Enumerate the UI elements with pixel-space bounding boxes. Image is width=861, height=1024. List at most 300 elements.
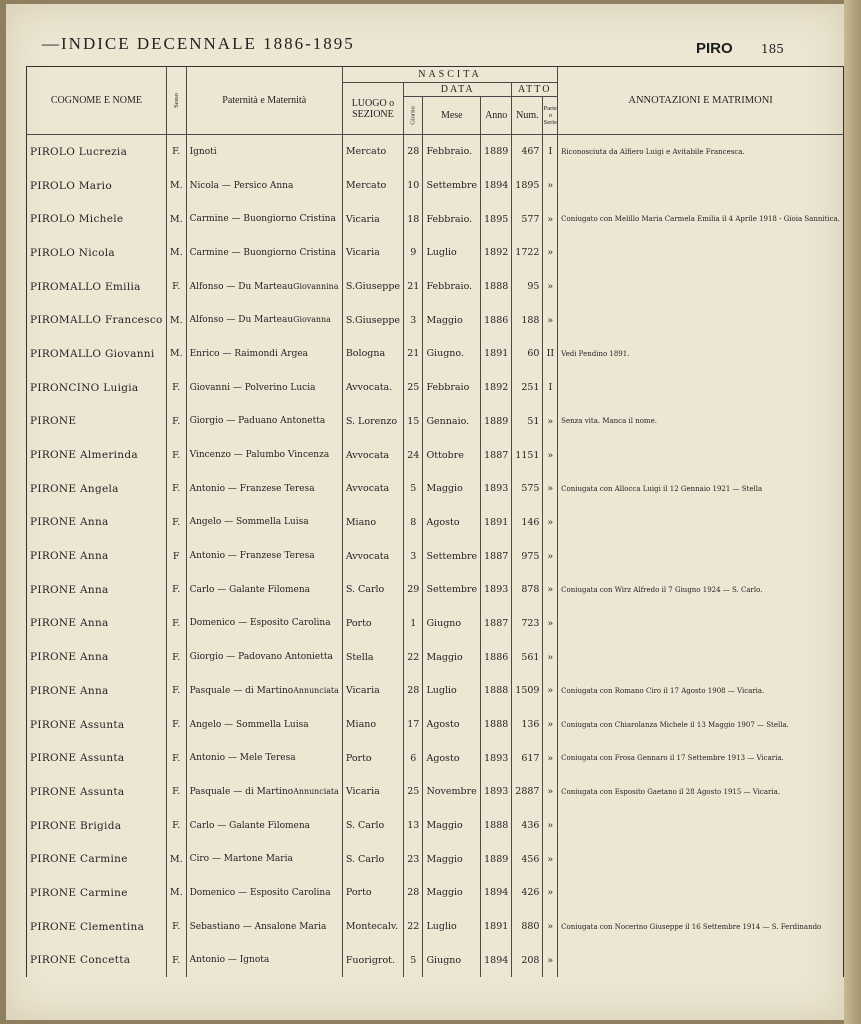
table-row — [27, 741, 844, 775]
cell-anno — [481, 842, 512, 876]
cell-luogo-text: Vicaria — [345, 786, 380, 798]
cell-giorno-text: 3 — [410, 550, 417, 562]
cell-serie — [543, 405, 558, 439]
cell-serie — [543, 135, 558, 169]
cell-mese — [423, 270, 481, 304]
cell-mese-text: Febbraio. — [426, 281, 473, 293]
cell-num-text: 146 — [521, 516, 540, 528]
table-row — [27, 202, 844, 236]
cell-mese-text: Luglio — [426, 685, 457, 697]
cell-num-text: 723 — [521, 617, 540, 629]
cell-annotazioni — [558, 944, 844, 978]
cell-num-text: 467 — [521, 146, 540, 158]
table-row — [27, 270, 844, 304]
cell-anno-text: 1893 — [484, 584, 509, 596]
data-header: DATA — [404, 83, 512, 97]
cell-serie-text: » — [547, 550, 554, 562]
cell-anno-text: 1895 — [484, 213, 509, 225]
cell-annotazioni — [558, 607, 844, 641]
cell-mese-text: Maggio — [426, 651, 463, 663]
cell-nome-text: PIRONE Anna — [30, 651, 109, 664]
cell-annotazioni-text: Coniugata con Frosa Gennaro il 17 Settembre 1913 — Vicaria. — [561, 754, 784, 763]
cell-sesso-text: F. — [172, 382, 181, 394]
paternita-line: Antonio — Franzese Teresa — [189, 551, 315, 562]
cell-anno — [481, 506, 512, 540]
cell-serie — [543, 169, 558, 203]
cell-giorno — [404, 842, 423, 876]
cell-anno — [481, 202, 512, 236]
cell-giorno — [404, 270, 423, 304]
cell-nome — [27, 236, 167, 270]
cell-luogo — [342, 708, 403, 742]
cell-sesso-text: M. — [169, 247, 183, 259]
cell-luogo-text: Porto — [345, 617, 372, 629]
cell-mese — [423, 708, 481, 742]
nascita-header: NASCITA — [342, 67, 557, 83]
cell-giorno-text: 22 — [407, 921, 420, 933]
cell-mese — [423, 371, 481, 405]
cell-annotazioni — [558, 337, 844, 371]
cell-luogo — [342, 944, 403, 978]
cell-nome-text: PIRONE Concetta — [30, 954, 131, 967]
register-page — [6, 4, 848, 1020]
cell-serie — [543, 640, 558, 674]
cell-serie — [543, 607, 558, 641]
cell-paternita — [186, 405, 342, 439]
cell-nome-text: PIRONE Anna — [30, 684, 109, 697]
cell-luogo-text: S. Carlo — [345, 853, 385, 865]
maternita-continuation: Giovanna — [293, 315, 331, 325]
cell-num — [512, 202, 543, 236]
cell-nome-text: PIRONE — [30, 415, 77, 428]
cell-anno-text: 1886 — [484, 314, 509, 326]
cell-nome — [27, 910, 167, 944]
table-row — [27, 842, 844, 876]
cell-paternita — [186, 371, 342, 405]
cell-nome — [27, 270, 167, 304]
cell-giorno — [404, 169, 423, 203]
cell-serie-text: » — [547, 685, 554, 697]
cell-num-text: 2887 — [515, 786, 540, 798]
paternita-line: Pasquale — di Martino — [189, 786, 294, 797]
cell-mese-text: Agosto — [426, 516, 460, 528]
cell-mese — [423, 842, 481, 876]
cell-annotazioni — [558, 405, 844, 439]
cell-anno-text: 1889 — [484, 853, 509, 865]
cell-num — [512, 842, 543, 876]
table-row — [27, 169, 844, 203]
col-cognome-header: COGNOME E NOME — [27, 67, 167, 135]
cell-luogo-text: Avvocata — [345, 449, 390, 461]
cell-luogo-text: Vicaria — [345, 213, 380, 225]
cell-annotazioni — [558, 640, 844, 674]
cell-mese-text: Luglio — [426, 247, 457, 259]
cell-mese — [423, 775, 481, 809]
cell-sesso-text: F. — [172, 786, 181, 798]
cell-luogo-text: Avvocata — [345, 483, 390, 495]
cell-serie-text: » — [547, 281, 554, 293]
cell-anno-text: 1894 — [484, 954, 509, 966]
table-row — [27, 944, 844, 978]
cell-mese-text: Giugno — [426, 617, 462, 629]
table-row — [27, 809, 844, 843]
cell-sesso-text: F. — [172, 651, 181, 663]
cell-sesso — [166, 842, 186, 876]
cell-anno-text: 1889 — [484, 415, 509, 427]
cell-luogo-text: Montecalv. — [345, 921, 399, 933]
cell-anno-text: 1894 — [484, 180, 509, 192]
cell-anno-text: 1886 — [484, 651, 509, 663]
cell-anno-text: 1888 — [484, 820, 509, 832]
cell-num-text: 878 — [521, 584, 540, 596]
cell-annotazioni-text: Coniugata con Allocca Luigi il 12 Gennaio 1921 — Stella — [561, 484, 763, 493]
paternita-line: Giorgio — Padovano Antonietta — [189, 652, 333, 663]
cell-serie — [543, 573, 558, 607]
cell-serie-text: I — [548, 382, 553, 394]
cell-mese — [423, 809, 481, 843]
cell-sesso — [166, 944, 186, 978]
cell-giorno-text: 28 — [407, 887, 420, 899]
cell-luogo — [342, 135, 403, 169]
cell-sesso — [166, 775, 186, 809]
cell-serie — [543, 708, 558, 742]
table-row — [27, 236, 844, 270]
cell-luogo-text: Miano — [345, 516, 377, 528]
cell-giorno — [404, 741, 423, 775]
cell-nome — [27, 876, 167, 910]
cell-serie — [543, 539, 558, 573]
cell-serie — [543, 775, 558, 809]
cell-luogo-text: Stella — [345, 651, 374, 663]
cell-mese — [423, 337, 481, 371]
cell-giorno — [404, 539, 423, 573]
cell-num-text: 188 — [521, 314, 540, 326]
col-paternita-header: Paternità e Maternità — [186, 67, 342, 135]
cell-anno — [481, 270, 512, 304]
paternita-line: Sebastiano — Ansalone Maria — [189, 921, 327, 932]
cell-annotazioni — [558, 202, 844, 236]
cell-anno — [481, 135, 512, 169]
cell-mese — [423, 573, 481, 607]
cell-luogo — [342, 741, 403, 775]
cell-luogo-text: Avvocata. — [345, 382, 393, 394]
cell-nome-text: PIRONE Carmine — [30, 886, 128, 899]
cell-num-text: 51 — [527, 415, 540, 427]
giorno-label: Giorno — [409, 106, 417, 125]
cell-nome — [27, 371, 167, 405]
cell-annotazioni — [558, 741, 844, 775]
cell-anno — [481, 674, 512, 708]
cell-nome — [27, 405, 167, 439]
cell-mese-text: Novembre — [426, 786, 477, 798]
cell-nome-text: PIROLO Nicola — [30, 246, 115, 259]
cell-nome — [27, 674, 167, 708]
cell-mese-text: Maggio — [426, 853, 463, 865]
cell-sesso-text: F. — [172, 719, 181, 731]
cell-serie — [543, 303, 558, 337]
cell-sesso-text: F. — [172, 752, 181, 764]
cell-nome — [27, 337, 167, 371]
paternita-line: Antonio — Ignota — [189, 955, 270, 966]
cell-sesso-text: M. — [169, 314, 183, 326]
cell-num — [512, 438, 543, 472]
paternita-line: Angelo — Sommella Luisa — [189, 517, 309, 528]
cell-serie-text: » — [547, 584, 554, 596]
cell-serie-text: » — [547, 786, 554, 798]
cell-serie-text: » — [547, 247, 554, 259]
cell-luogo-text: Bologna — [345, 348, 386, 360]
cell-num-text: 575 — [521, 483, 540, 495]
table-row — [27, 607, 844, 641]
cell-nome-text: PIROLO Lucrezia — [30, 145, 128, 158]
cell-luogo — [342, 337, 403, 371]
cell-anno-text: 1891 — [484, 348, 509, 360]
cell-nome-text: PIRONE Assunta — [30, 785, 125, 798]
cell-giorno — [404, 405, 423, 439]
cell-luogo — [342, 472, 403, 506]
cell-num-text: 251 — [521, 382, 540, 394]
table-row — [27, 573, 844, 607]
cell-luogo-text: S. Lorenzo — [345, 415, 398, 427]
cell-sesso — [166, 876, 186, 910]
cell-nome-text: PIRONE Carmine — [30, 853, 128, 866]
cell-serie — [543, 910, 558, 944]
col-num-header: Num. — [512, 97, 543, 135]
table-row — [27, 640, 844, 674]
cell-serie-text: » — [547, 853, 554, 865]
cell-anno — [481, 169, 512, 203]
cell-annotazioni-text: Riconosciuta da Alfiero Luigi e Avitabile Francesca. — [561, 147, 745, 156]
cell-annotazioni — [558, 910, 844, 944]
cell-nome-text: PIRONCINO Luigia — [30, 381, 139, 394]
cell-serie — [543, 944, 558, 978]
cell-anno — [481, 573, 512, 607]
cell-mese-text: Gennaio. — [426, 415, 470, 427]
cell-paternita — [186, 674, 342, 708]
cell-nome — [27, 506, 167, 540]
paternita-line: Carmine — Buongiorno Cristina — [189, 214, 336, 225]
cell-anno — [481, 472, 512, 506]
cell-mese-text: Maggio — [426, 483, 463, 495]
cell-giorno-text: 5 — [410, 483, 417, 495]
cell-sesso-text: F. — [172, 146, 181, 158]
cell-mese — [423, 405, 481, 439]
page-number: 185 — [761, 42, 784, 56]
cell-nome — [27, 944, 167, 978]
cell-luogo-text: Fuorigrot. — [345, 954, 396, 966]
page-edge — [844, 0, 861, 1024]
cell-giorno-text: 25 — [407, 786, 420, 798]
cell-luogo — [342, 202, 403, 236]
paternita-line: Giorgio — Paduano Antonetta — [189, 416, 326, 427]
cell-serie-text: II — [546, 348, 555, 360]
cell-giorno — [404, 236, 423, 270]
paternita-line: Vincenzo — Palumbo Vincenza — [189, 450, 330, 461]
cell-paternita — [186, 910, 342, 944]
cell-num-text: 426 — [521, 887, 540, 899]
cell-sesso — [166, 573, 186, 607]
cell-nome-text: PIRONE Angela — [30, 482, 119, 495]
cell-giorno — [404, 674, 423, 708]
cell-sesso-text: M. — [169, 213, 183, 225]
table-row — [27, 337, 844, 371]
cell-luogo — [342, 506, 403, 540]
cell-annotazioni-text: Vedi Pendino 1891. — [561, 349, 630, 358]
cell-annotazioni — [558, 371, 844, 405]
cell-nome — [27, 775, 167, 809]
cell-luogo — [342, 270, 403, 304]
cell-anno-text: 1888 — [484, 685, 509, 697]
cell-serie-text: » — [547, 719, 554, 731]
cell-giorno — [404, 573, 423, 607]
cell-num — [512, 910, 543, 944]
register-table — [26, 66, 844, 977]
title-text: INDICE DECENNALE 1886-1895 — [61, 34, 355, 53]
cell-sesso — [166, 607, 186, 641]
cell-num-text: 1509 — [515, 685, 540, 697]
cell-mese-text: Agosto — [426, 719, 460, 731]
cell-mese-text: Giugno — [426, 954, 462, 966]
cell-num — [512, 303, 543, 337]
cell-annotazioni-text: Senza vita. Manca il nome. — [561, 417, 657, 426]
cell-luogo — [342, 640, 403, 674]
cell-anno — [481, 607, 512, 641]
cell-sesso — [166, 405, 186, 439]
cell-serie-text: » — [547, 752, 554, 764]
cell-nome — [27, 708, 167, 742]
cell-annotazioni-text: Coniugata con Chiarolanza Michele il 13 Maggio 1907 — Stella. — [561, 720, 789, 729]
table-row — [27, 438, 844, 472]
cell-giorno-text: 10 — [407, 180, 420, 192]
cell-serie — [543, 371, 558, 405]
cell-sesso — [166, 539, 186, 573]
cell-giorno — [404, 607, 423, 641]
atto-header: ATTO — [512, 83, 558, 97]
maternita-continuation: Annunciata — [293, 786, 339, 796]
cell-anno — [481, 337, 512, 371]
cell-anno-text: 1888 — [484, 719, 509, 731]
cell-serie — [543, 236, 558, 270]
cell-giorno-text: 13 — [407, 820, 420, 832]
cell-serie — [543, 809, 558, 843]
cell-nome — [27, 741, 167, 775]
cell-serie-text: I — [548, 146, 553, 158]
sesso-label: Sesso — [172, 93, 180, 108]
cell-num — [512, 775, 543, 809]
cell-nome — [27, 640, 167, 674]
cell-sesso — [166, 640, 186, 674]
cell-luogo — [342, 910, 403, 944]
cell-mese — [423, 741, 481, 775]
cell-luogo — [342, 236, 403, 270]
cell-giorno — [404, 438, 423, 472]
cell-num — [512, 337, 543, 371]
cell-sesso — [166, 202, 186, 236]
cell-sesso — [166, 303, 186, 337]
cell-mese — [423, 876, 481, 910]
cell-sesso-text: F. — [172, 281, 181, 293]
cell-giorno-text: 23 — [407, 853, 420, 865]
cell-serie-text: » — [547, 180, 554, 192]
cell-sesso — [166, 236, 186, 270]
cell-giorno — [404, 472, 423, 506]
cell-num-text: 561 — [521, 651, 540, 663]
table-row — [27, 405, 844, 439]
cell-nome-text: PIRONE Brigida — [30, 819, 122, 832]
cell-paternita — [186, 539, 342, 573]
cell-anno — [481, 640, 512, 674]
cell-sesso-text: F. — [172, 483, 181, 495]
cell-giorno — [404, 202, 423, 236]
cell-annotazioni — [558, 303, 844, 337]
cell-luogo-text: Vicaria — [345, 247, 380, 259]
cell-num-text: 436 — [521, 820, 540, 832]
cell-serie-text: » — [547, 483, 554, 495]
cell-anno — [481, 910, 512, 944]
cell-nome-text: PIROMALLO Giovanni — [30, 347, 155, 360]
cell-nome-text: PIRONE Anna — [30, 583, 109, 596]
cell-paternita — [186, 741, 342, 775]
cell-nome — [27, 539, 167, 573]
cell-giorno-text: 22 — [407, 651, 420, 663]
cell-anno-text: 1892 — [484, 382, 509, 394]
cell-mese — [423, 607, 481, 641]
cell-luogo-text: Mercato — [345, 146, 387, 158]
cell-num — [512, 573, 543, 607]
cell-annotazioni — [558, 775, 844, 809]
cell-sesso-text: F. — [172, 415, 181, 427]
paternita-line: Carlo — Galante Filomena — [189, 820, 311, 831]
cell-paternita — [186, 775, 342, 809]
cell-serie-text: » — [547, 516, 554, 528]
cell-luogo-text: S.Giuseppe — [345, 314, 401, 326]
maternita-continuation: Giovannina — [293, 281, 339, 291]
cell-num — [512, 472, 543, 506]
cell-luogo-text: S. Carlo — [345, 584, 385, 596]
table-row — [27, 708, 844, 742]
cell-paternita — [186, 438, 342, 472]
cell-anno — [481, 438, 512, 472]
cell-giorno-text: 1 — [410, 617, 417, 629]
cell-giorno — [404, 944, 423, 978]
cell-anno-text: 1893 — [484, 483, 509, 495]
cell-nome — [27, 842, 167, 876]
cell-paternita — [186, 506, 342, 540]
paternita-line: Carlo — Galante Filomena — [189, 584, 311, 595]
cell-num-text: 208 — [521, 954, 540, 966]
cell-nome-text: PIROLO Mario — [30, 179, 112, 192]
cell-annotazioni — [558, 539, 844, 573]
cell-num-text: 880 — [521, 921, 540, 933]
cell-annotazioni — [558, 708, 844, 742]
paternita-line: Alfonso — Du Marteau — [189, 281, 294, 292]
cell-luogo — [342, 775, 403, 809]
cell-nome-text: PIRONE Clementina — [30, 920, 145, 933]
cell-giorno — [404, 640, 423, 674]
cell-mese-text: Maggio — [426, 887, 463, 899]
cell-anno — [481, 775, 512, 809]
cell-luogo — [342, 405, 403, 439]
cell-serie-text: » — [547, 820, 554, 832]
paternita-line: Antonio — Franzese Teresa — [189, 483, 315, 494]
cell-giorno-text: 15 — [407, 415, 420, 427]
cell-mese — [423, 303, 481, 337]
cell-num — [512, 674, 543, 708]
cell-serie-text: » — [547, 887, 554, 899]
cell-nome — [27, 809, 167, 843]
cell-num-text: 617 — [521, 752, 540, 764]
cell-sesso-text: F. — [172, 921, 181, 933]
